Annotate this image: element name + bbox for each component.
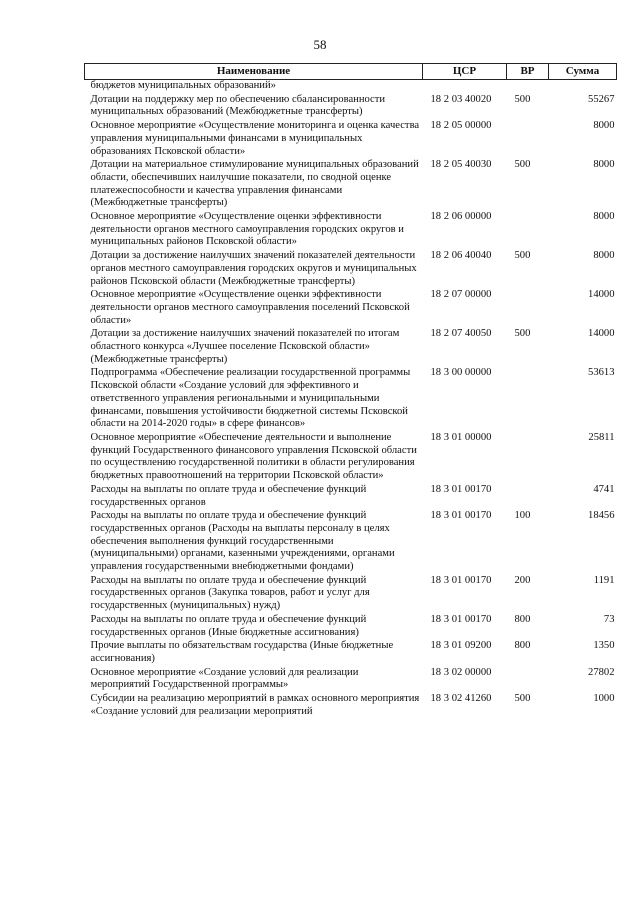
row-csr: 18 2 06 00000 <box>430 211 492 223</box>
row-csr: 18 2 07 40050 <box>430 328 492 340</box>
row-vr: 500 <box>514 693 531 705</box>
row-name: Основное мероприятие «Осуществление мониторинга и оценка качества управления муниципальными финансами в муниципальных образованиях Псковской области» <box>90 120 420 157</box>
row-vr <box>507 432 549 484</box>
row-sum: 14000 <box>588 328 615 340</box>
row-csr: 18 2 05 40030 <box>430 159 492 171</box>
table-row <box>85 94 617 120</box>
row-csr: 18 3 01 00170 <box>430 613 492 625</box>
row-name: Расходы на выплаты по оплате труда и обеспечение функций государственных органов <box>90 483 367 508</box>
row-name: Дотации на поддержку мер по обеспечению сбалансированности муниципальных образований (Межбюджетные трансферты) <box>90 93 386 118</box>
row-vr <box>507 120 549 159</box>
row-vr <box>507 289 549 328</box>
row-sum: 18456 <box>588 510 615 522</box>
row-name: Субсидии на реализацию мероприятий в рамках основного мероприятия «Создание условий для реализации мероприятий <box>90 693 420 717</box>
table-row <box>85 289 617 328</box>
row-vr <box>507 667 549 693</box>
row-name: Дотации за достижение наилучших значений показателей деятельности органов местного самоуправления городских округов и муниципальных районов Псковской области (Межбюджетные трансферты) <box>90 250 417 287</box>
row-name: Основное мероприятие «Осуществление оценки эффективности деятельности органов местного самоуправления городских округов и муниципальных районов Псковской области» <box>90 211 404 248</box>
row-vr: 800 <box>514 613 531 625</box>
header-csr: ЦСР <box>423 64 507 80</box>
row-sum: 25811 <box>588 431 615 443</box>
row-sum: 8000 <box>593 211 615 223</box>
row-csr: 18 3 01 00000 <box>430 431 492 443</box>
table-row <box>85 484 617 510</box>
row-csr: 18 3 00 00000 <box>430 367 492 379</box>
row-csr: 18 2 06 40040 <box>430 250 492 262</box>
row-name: Подпрограмма «Обеспечение реализации государственной программы Псковской области «Создание условий для эффективного и ответственного управления региональными и муниципальными финансами, повышения устойчивости бюджетной системы Псковской области на 2014-2020 годы» в сфере финансов» <box>90 367 411 430</box>
row-sum: 1191 <box>593 574 615 586</box>
table-row <box>85 328 617 367</box>
table-row <box>85 640 617 666</box>
table-row <box>85 250 617 289</box>
row-vr: 500 <box>514 250 531 262</box>
row-vr: 800 <box>514 640 531 652</box>
table-row <box>85 614 617 640</box>
row-vr <box>507 367 549 432</box>
row-csr: 18 3 01 09200 <box>430 640 492 652</box>
row-sum: 14000 <box>588 289 615 301</box>
table-header-row <box>85 64 617 80</box>
row-sum: 8000 <box>593 250 615 262</box>
table-row <box>85 667 617 693</box>
row-name: Основное мероприятие «Обеспечение деятельности и выполнение функций Государственного финансового управления Псковской области по осуществлению государственной политики в области регулирования бюджетных правоотношений на территории Псковской области» <box>90 431 417 482</box>
row-vr: 500 <box>514 93 531 105</box>
row-name: Расходы на выплаты по оплате труда и обеспечение функций государственных органов (Закупка товаров, работ и услуг для государственных (муниципальных) нужд) <box>90 574 370 612</box>
row-csr: 18 3 01 00170 <box>430 483 492 495</box>
row-name: Дотации на материальное стимулирование муниципальных образований области, обеспечивших наилучшие показатели, по сводной оценке платежеспособности и качества управления финансами (Межбюджетные трансферты) <box>90 159 419 209</box>
row-sum: 8000 <box>593 159 615 171</box>
row-sum: 73 <box>603 613 615 625</box>
row-vr <box>507 484 549 510</box>
row-vr: 500 <box>514 159 531 171</box>
row-name: Расходы на выплаты по оплате труда и обеспечение функций государственных органов (Иные бюджетные ассигнования) <box>90 613 367 638</box>
row-csr: 18 3 02 00000 <box>430 666 492 678</box>
table-row <box>85 159 617 211</box>
row-vr: 200 <box>514 574 531 586</box>
row-csr: 18 3 01 00170 <box>430 574 492 586</box>
table-row <box>85 211 617 250</box>
header-name: Наименование <box>85 64 423 80</box>
row-csr: 18 2 07 00000 <box>430 289 492 301</box>
row-sum: 1000 <box>593 693 615 705</box>
row-vr <box>507 211 549 250</box>
row-name: Основное мероприятие «Осуществление оценки эффективности деятельности органов местного самоуправления поселений Псковской области» <box>90 289 410 326</box>
row-csr: 18 3 01 00170 <box>430 510 492 522</box>
row-csr: 18 2 05 00000 <box>430 120 492 132</box>
continuation-text: бюджетов муниципальных образований» <box>90 80 276 91</box>
table-row <box>85 432 617 484</box>
budget-table <box>84 63 617 719</box>
row-name: Основное мероприятие «Создание условий для реализации мероприятий Государственной программы» <box>90 666 359 691</box>
row-sum: 27802 <box>588 666 615 678</box>
table-row <box>85 575 617 614</box>
table-row <box>85 693 617 719</box>
row-sum: 53613 <box>588 367 615 379</box>
row-sum: 1350 <box>593 640 615 652</box>
row-vr: 100 <box>514 510 531 522</box>
table-row <box>85 367 617 432</box>
header-vr: ВР <box>507 64 549 80</box>
row-csr: 18 2 03 40020 <box>430 93 492 105</box>
continuation-row <box>85 80 617 94</box>
table-row <box>85 120 617 159</box>
row-sum: 8000 <box>593 120 615 132</box>
row-name: Прочие выплаты по обязательствам государства (Иные бюджетные ассигнования) <box>90 640 394 664</box>
row-sum: 55267 <box>588 93 615 105</box>
row-name: Расходы на выплаты по оплате труда и обеспечение функций государственных органов (Расходы на выплаты персоналу в целях обеспечения выполнения функций государственными (муниципальными) органами, казенными учреждениями, органами управления государственными внебюджетными фондами) <box>90 510 395 573</box>
header-sum: Сумма <box>549 64 617 80</box>
page-number: 58 <box>313 37 327 52</box>
row-csr: 18 3 02 41260 <box>430 693 492 705</box>
table-row <box>85 510 617 575</box>
row-sum: 4741 <box>593 483 615 495</box>
row-name: Дотации за достижение наилучших значений показателей по итогам областного конкурса «Лучшее поселение Псковской области» (Межбюджетные трансферты) <box>90 328 400 365</box>
row-vr: 500 <box>514 328 531 340</box>
